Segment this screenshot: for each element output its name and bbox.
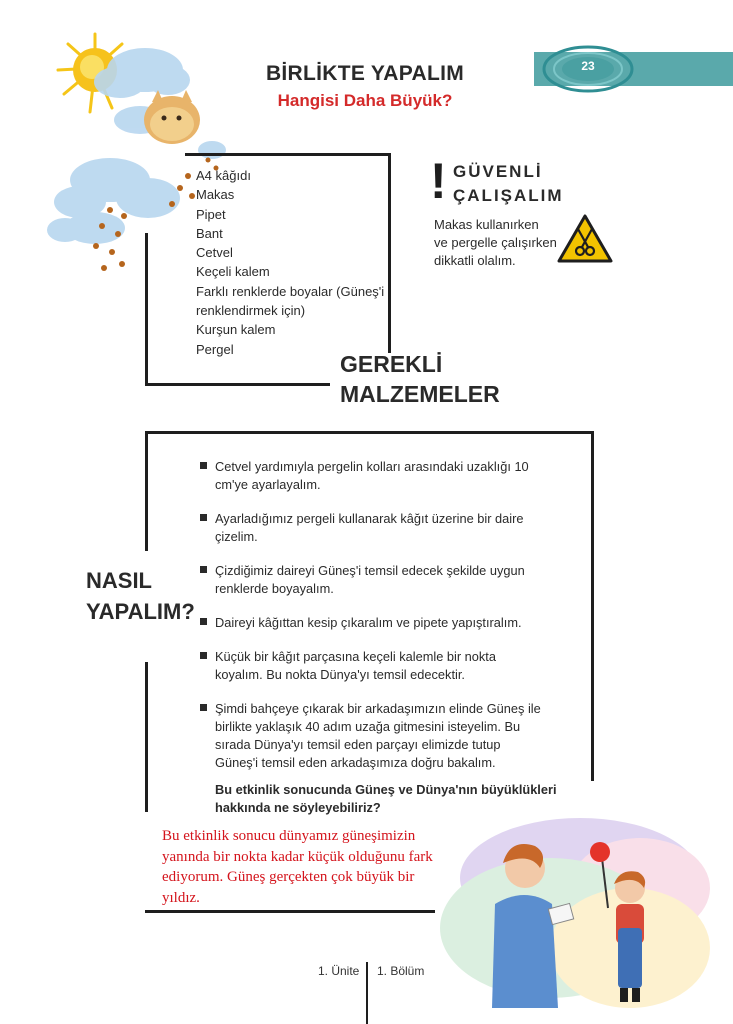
bullet-icon bbox=[200, 618, 207, 625]
materials-frame-top bbox=[185, 153, 391, 156]
materials-frame-left bbox=[145, 233, 148, 386]
howto-heading-line: YAPALIM? bbox=[86, 599, 195, 624]
list-item: renklendirmek için) bbox=[196, 303, 306, 319]
list-item: Makas bbox=[196, 187, 235, 203]
bullet-icon bbox=[200, 566, 207, 573]
bullet-icon bbox=[200, 704, 207, 711]
step-text: Cetvel yardımıyla pergelin kolları arasındaki uzaklığı 10 cm'ye ayarlayalım. bbox=[215, 459, 529, 492]
exclamation-icon: ! bbox=[430, 153, 447, 209]
list-item: Farklı renklerde boyalar (Güneş'i bbox=[196, 283, 385, 299]
materials-heading-line: GEREKLİ bbox=[340, 351, 443, 377]
steps-frame-left-lower bbox=[145, 662, 148, 812]
steps-frame-right bbox=[591, 431, 594, 781]
step-text: Çizdiğimiz daireyi Güneş'i temsil edecek şekilde uygun renklerde boyayalım. bbox=[215, 563, 525, 596]
question-text: Bu etkinlik sonucunda Güneş ve Dünya'nın büyüklükleri hakkında ne söyleyebiliriz? bbox=[215, 782, 557, 815]
list-item: Keçeli kalem bbox=[196, 264, 270, 280]
list-item: Pipet bbox=[196, 206, 226, 222]
footer-section: 1. Bölüm bbox=[377, 964, 425, 978]
list-item: A4 kâğıdı bbox=[196, 168, 251, 183]
step-item bbox=[200, 648, 545, 684]
steps-list bbox=[200, 458, 545, 788]
step-text: Ayarladığımız pergeli kullanarak kâğıt üzerine bir daire çizelim. bbox=[215, 511, 524, 544]
page-title: BİRLİKTE YAPALIM bbox=[265, 62, 465, 85]
materials-frame-bottom bbox=[145, 383, 330, 386]
footer-divider bbox=[366, 962, 368, 1024]
steps-frame-bottom bbox=[145, 910, 435, 913]
howto-heading-line: NASIL bbox=[86, 568, 152, 593]
children-illustration bbox=[440, 808, 710, 1024]
scissors-warning-icon bbox=[556, 213, 614, 265]
watercolor-background bbox=[440, 818, 710, 1008]
list-item: Cetvel bbox=[196, 245, 233, 261]
bullet-icon bbox=[200, 462, 207, 469]
safety-heading-line: ÇALIŞALIM bbox=[453, 186, 564, 205]
step-item bbox=[200, 562, 545, 598]
answer-text: Bu etkinlik sonucu dünyamız güneşimizin yanında bir nokta kadar küçük olduğunu fark ediyorum. Güneş gerçekten çok büyük bir yıldız. bbox=[162, 828, 433, 906]
safety-text-line: dikkatli olalım. bbox=[434, 253, 516, 268]
steps-frame-top bbox=[145, 431, 594, 434]
page-number: 23 bbox=[581, 59, 595, 73]
safety-text-line: Makas kullanırken bbox=[434, 217, 539, 232]
step-item bbox=[200, 458, 545, 494]
cat-in-egg-icon bbox=[144, 90, 200, 144]
materials-heading-line: MALZEMELER bbox=[340, 381, 500, 407]
step-text: Şimdi bahçeye çıkarak bir arkadaşımızın elinde Güneş ile birlikte yaklaşık 40 adım uzağa gitmesini isteyelim. Bu sırada Dünya'yı temsil eden parçayı elimizde tutup Güneş'i temsil eden arkadaşımıza doğru bakalım. bbox=[215, 701, 541, 770]
step-item bbox=[200, 510, 545, 546]
steps-frame-left-upper bbox=[145, 431, 148, 551]
howto-heading bbox=[86, 565, 195, 627]
list-item: Pergel bbox=[196, 341, 234, 357]
bullet-icon bbox=[200, 652, 207, 659]
step-item bbox=[200, 700, 545, 772]
list-item: Kurşun kalem bbox=[196, 322, 276, 338]
materials-list bbox=[196, 166, 416, 359]
safety-text bbox=[434, 216, 564, 270]
page-subtitle: Hangisi Daha Büyük? bbox=[277, 91, 453, 110]
bullet-icon bbox=[200, 514, 207, 521]
list-item: Bant bbox=[196, 225, 223, 241]
safety-heading-line: GÜVENLİ bbox=[453, 162, 543, 181]
step-text: Küçük bir kâğıt parçasına keçeli kalemle bir nokta koyalım. Bu nokta Dünya'yı temsil edecektir. bbox=[215, 649, 496, 682]
safety-heading bbox=[453, 160, 564, 208]
safety-text-line: ve pergelle çalışırken bbox=[434, 235, 557, 250]
step-text: Daireyi kâğıttan kesip çıkaralım ve pipete yapıştıralım. bbox=[215, 615, 522, 630]
footer-unit: 1. Ünite bbox=[318, 964, 360, 978]
step-item bbox=[200, 614, 545, 632]
materials-heading bbox=[340, 349, 500, 409]
